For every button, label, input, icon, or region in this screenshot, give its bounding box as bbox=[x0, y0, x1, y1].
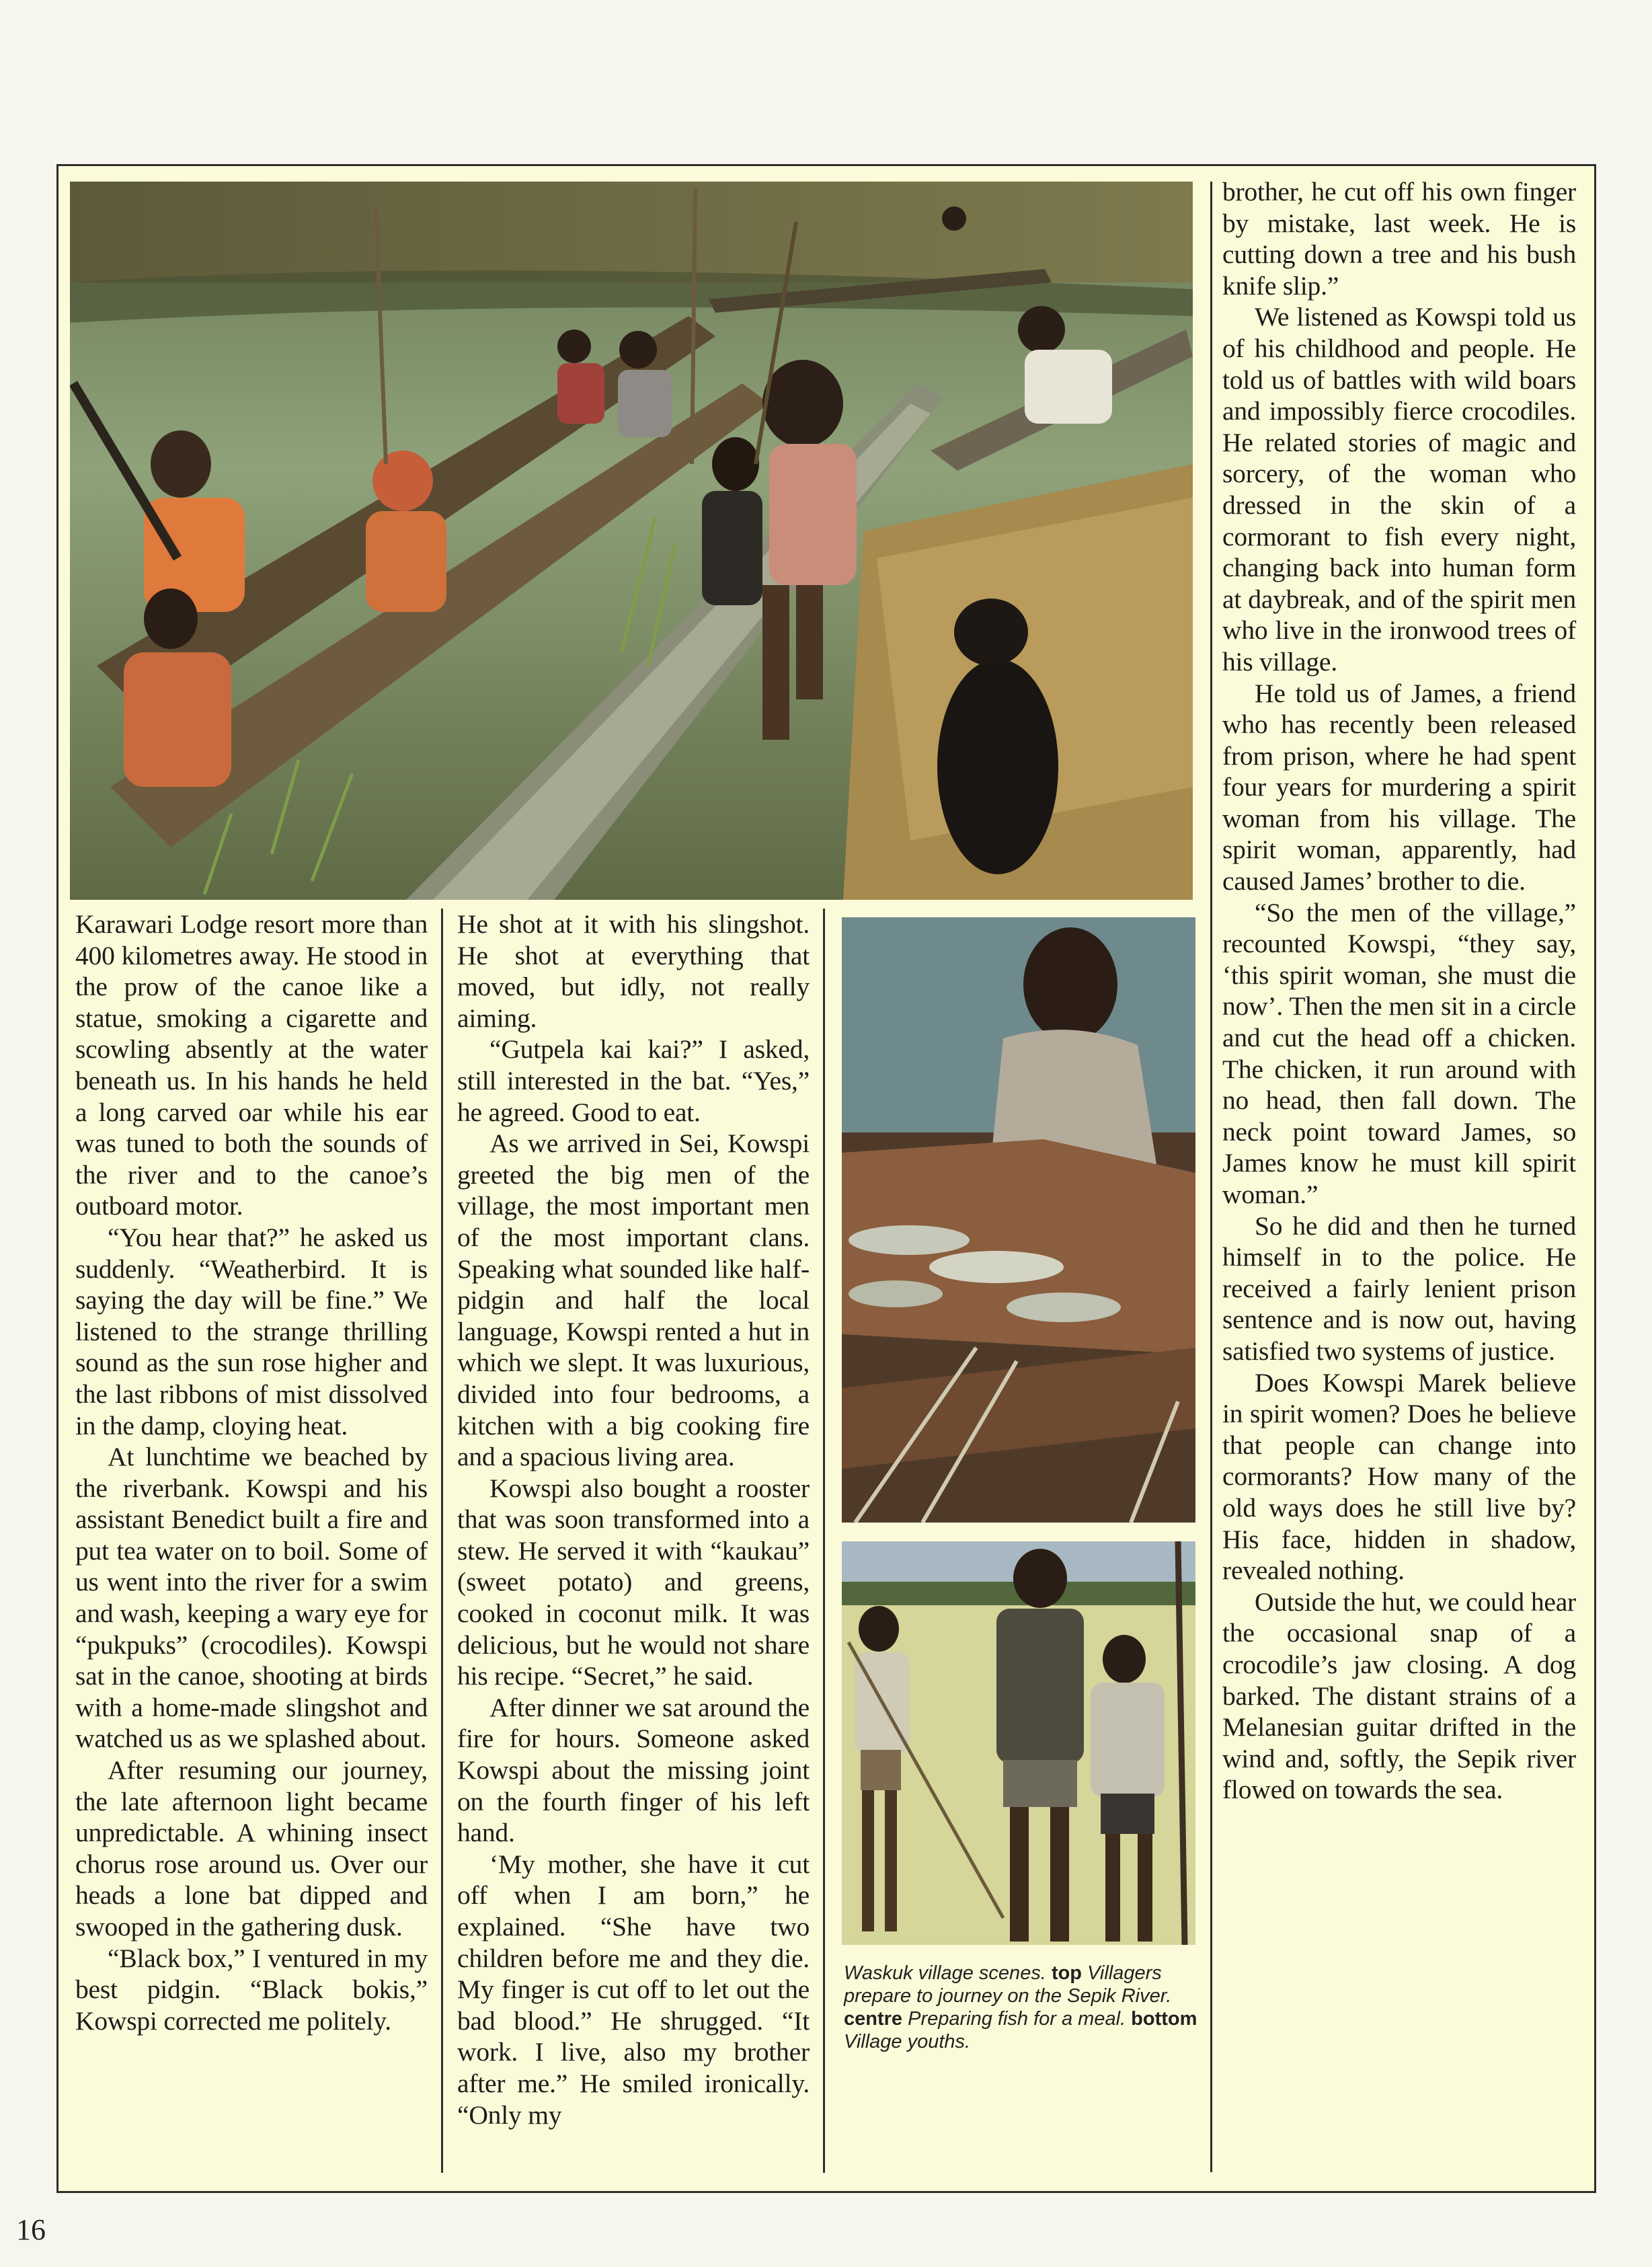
caption-label-bottom: bottom bbox=[1131, 2008, 1197, 2030]
column-rule bbox=[823, 909, 825, 2173]
photo-fish bbox=[842, 917, 1195, 1523]
page-number: 16 bbox=[16, 2213, 46, 2246]
caption-centre-text: Preparing fish for a meal. bbox=[908, 2008, 1126, 2030]
paragraph: “Gutpela kai kai?” I asked, still interested in the bat. “Yes,” he agreed. Good to eat. bbox=[457, 1034, 810, 1127]
caption-label-centre: centre bbox=[844, 2008, 903, 2030]
paragraph: Outside the hut, we could hear the occasional snap of a crocodile’s jaw closing. A dog barked. The distant strains of a Melanesian guitar drifted in the wind and, softly, the Sepik river flowed on towards the sea. bbox=[1222, 1586, 1576, 1805]
paragraph: We listened as Kowspi told us of his childhood and people. He told us of battles with wild boars and impossibly fierce crocodiles. He related stories of magic and sorcery, of the woman who dressed in the skin of a cormorant to fish every night, changing back into human form at daybreak, and of the spirit men who live in the ironwood trees of his village. bbox=[1222, 302, 1576, 677]
paragraph: “Black box,” I ventured in my best pidgin. “Black bokis,” Kowspi corrected me politely. bbox=[75, 1943, 428, 2036]
paragraph: At lunchtime we beached by the riverbank. Kowspi and his assistant Benedict built a fire and put tea water on to boil. Some of us went into the river for a swim and wash, keeping a wary eye for “pukpuks” (crocodiles). Kowspi sat in the canoe, shooting at birds with a home-made slingshot and watched us as we splashed about. bbox=[75, 1442, 428, 1754]
paragraph: After resuming our journey, the late afternoon light became unpredictable. A whining insect chorus rose around us. Over our heads a lone bat dipped and swooped in the gathering dusk. bbox=[75, 1755, 428, 1942]
photo-canoes bbox=[70, 182, 1193, 900]
paragraph: After dinner we sat around the fire for hours. Someone asked Kowspi about the missing joint on the fourth finger of his left hand. bbox=[457, 1692, 810, 1848]
column-rule bbox=[441, 909, 443, 2173]
photo-caption bbox=[844, 1962, 1207, 2053]
caption-intro: Waskuk village scenes. bbox=[844, 1962, 1046, 1984]
paragraph: So he did and then he turned himself in to the police. He received a fairly lenient prison sentence and is now out, having satisfied two systems of justice. bbox=[1222, 1211, 1576, 1366]
paragraph: Does Kowspi Marek believe in spirit women? Does he believe that people can change into cormorants? How many of the old ways does he still live by? His face, hidden in shadow, revealed nothing. bbox=[1222, 1367, 1576, 1586]
paragraph: ‘My mother, she have it cut off when I am born,” he explained. “She have two children before me and they die. My finger is cut off to let out the bad blood.” He shrugged. “It work. I live, also my brother after me.” He smiled ironically. “Only my bbox=[457, 1849, 810, 2130]
caption-label-top: top bbox=[1051, 1962, 1083, 1984]
paragraph: “You hear that?” he asked us suddenly. “Weatherbird. It is saying the day will be fine.” We listened to the strange thrilling sound as the sun rose higher and the last ribbons of mist dissolved in the damp, cloying heat. bbox=[75, 1222, 428, 1440]
caption-top-text: Villagers prepare to journey on the Sepik River. bbox=[844, 1962, 1172, 2007]
article-column-1 bbox=[75, 909, 428, 2036]
column-rule bbox=[1210, 182, 1212, 2172]
photo-youths bbox=[842, 1541, 1195, 1945]
paragraph: brother, he cut off his own finger by mistake, last week. He is cutting down a tree and his bush knife slip.” bbox=[1222, 177, 1576, 301]
paragraph: “So the men of the village,” recounted Kowspi, “they say, ‘this spirit woman, she must die now’. Then the men sit in a circle and cut the head off a chicken. The chicken, it run around with no head, then fall down. The neck point toward James, so James know he must kill spirit woman.” bbox=[1222, 897, 1576, 1209]
paragraph: He told us of James, a friend who has recently been released from prison, where he had spent four years for murdering a spirit woman from his village. The spirit woman, apparently, had caused James’ brother to die. bbox=[1222, 678, 1576, 896]
caption-bottom-text: Village youths. bbox=[844, 2031, 971, 2052]
paragraph: He shot at it with his slingshot. He shot at everything that moved, but idly, not really aiming. bbox=[457, 909, 810, 1033]
paragraph: Karawari Lodge resort more than 400 kilometres away. He stood in the prow of the canoe like a statue, smoking a cigarette and scowling absently at the water beneath us. In his hands he held a long carved oar while his ear was tuned to both the sounds of the river and to the canoe’s outboard motor. bbox=[75, 909, 428, 1221]
paragraph: As we arrived in Sei, Kowspi greeted the big men of the village, the most important men of the most important clans. Speaking what sounded like half-pidgin and half the local language, Kowspi rented a hut in which we slept. It was luxurious, divided into four bedrooms, a kitchen with a big cooking fire and a spacious living area. bbox=[457, 1128, 810, 1472]
article-column-2 bbox=[457, 909, 810, 2130]
article-column-3 bbox=[1222, 176, 1576, 1806]
paragraph: Kowspi also bought a rooster that was soon transformed into a stew. He served it with “kaukau” (sweet potato) and greens, cooked in coconut milk. It was delicious, but he would not share his recipe. “Secret,” he said. bbox=[457, 1473, 810, 1691]
